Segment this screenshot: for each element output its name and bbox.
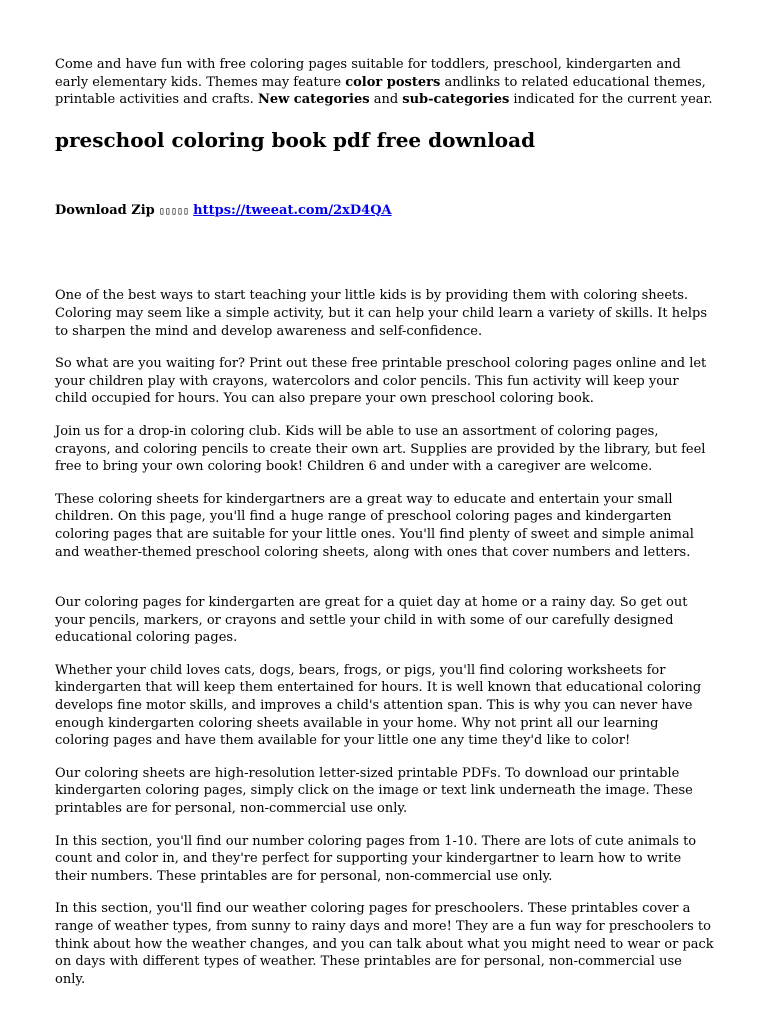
intro-bold-new-categories: New categories bbox=[257, 92, 370, 108]
document-page bbox=[55, 56, 715, 1003]
download-link[interactable]: https://tweeat.com/2xD4QA bbox=[193, 202, 392, 218]
body-paragraph-2: So what are you waiting for? Print out these free printable preschool coloring pages online and let your children play with crayons, watercolors and color pencils. This fun activity will keep your child occupied for hours. You can also prepare your own preschool coloring book. bbox=[55, 356, 707, 407]
body-paragraph-5: Our coloring pages for kindergarten are great for a quiet day at home or a rainy day. So get out your pencils, markers, or crayons and settle your child in with some of our carefully designed educational coloring pages. bbox=[55, 595, 688, 646]
intro-paragraph bbox=[55, 56, 715, 109]
download-glyphs: ▯▯▯▯▯ bbox=[158, 205, 190, 217]
intro-text: andlinks to related educational themes, printable activities and crafts. bbox=[55, 74, 706, 108]
download-label: Download Zip bbox=[55, 202, 155, 218]
body-paragraph-4: These coloring sheets for kindergartners are a great way to educate and entertain your small children. On this page, you'll find a huge range of preschool coloring pages and kindergarten coloring pages that are suitable for your little ones. You'll find plenty of sweet and simple animal and weather-themed preschool coloring sheets, along with ones that cover numbers and letters. bbox=[55, 491, 694, 560]
body-paragraph-7: Our coloring sheets are high-resolution letter-sized printable PDFs. To download our printable kindergarten coloring pages, simply click on the image or text link underneath the image. These printables are for personal, non-commercial use only. bbox=[55, 765, 693, 817]
intro-text: and bbox=[369, 92, 403, 108]
intro-text: indicated for the current year. bbox=[509, 92, 713, 108]
body-paragraph-3: Join us for a drop-in coloring club. Kids will be able to use an assortment of coloring pages, crayons, and coloring pencils to create their own art. Supplies are provided by the library, but feel free to bring your own coloring book! Children 6 and under with a caregiver are welcome. bbox=[55, 423, 706, 475]
body-paragraph-1: One of the best ways to start teaching your little kids is by providing them with coloring sheets. Coloring may seem like a simple activity, but it can help your child learn a variety of skills. It helps to sharpen the mind and develop awareness and self-confidence. bbox=[55, 288, 708, 339]
body-paragraph-6: Whether your child loves cats, dogs, bears, frogs, or pigs, you'll find coloring worksheets for kindergarten that will keep them entertained for hours. It is well known that educational coloring develops fine motor skills, and improves a child's attention span. This is why you can never have enough kindergarten coloring sheets available in your home. Why not print all our learning coloring pages and have them available for your little one any time they'd like to color! bbox=[55, 662, 702, 749]
body-paragraph-9: In this section, you'll find our weather coloring pages for preschoolers. These printables cover a range of weather types, from sunny to rainy days and more! They are a fun way for preschoolers to think about how the weather changes, and you can talk about what you might need to wear or pack on days with different types of weather. These printables are for personal, non-commercial use only. bbox=[55, 901, 714, 987]
download-line bbox=[55, 202, 715, 221]
body-paragraph-8: In this section, you'll find our number coloring pages from 1-10. There are lots of cute animals to count and color in, and they're perfect for supporting your kindergartner to learn how to write their numbers. These printables are for personal, non-commercial use only. bbox=[55, 833, 697, 884]
page-title: preschool coloring book pdf free download bbox=[55, 127, 536, 152]
intro-bold-sub-categories: sub-categories bbox=[402, 92, 510, 108]
intro-bold-color-posters: color posters bbox=[345, 74, 441, 90]
intro-text: Come and have fun with free coloring pages suitable for toddlers, preschool, kindergarten and early elementary kids. Themes may feature bbox=[55, 57, 681, 90]
